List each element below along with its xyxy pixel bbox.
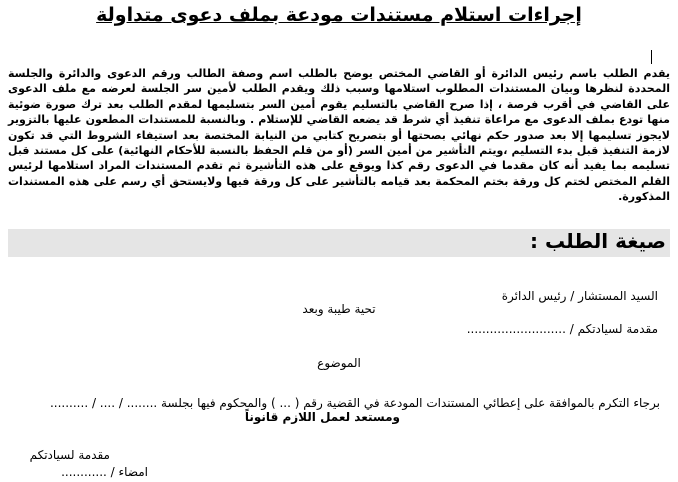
procedure-paragraph: يقدم الطلب باسم رئيس الدائرة أو القاضي المختص يوضح بالطلب اسم وصفة الطالب ورقم الدعوى والدائرة والجلسة المحددة لنظرها وبيان المستندات المطلوب استلامها وسبب ذلك ويقدم الطلب لأمين سر الجلسة لعرضه مع ملف الدعوى على القاضي في أقرب فرصة ، إذا صرح القاضي بالتسليم يقوم أمين السر بتسليمها لمقدم الطلب بعد ترك صورة ضوئية منها تودع بملف الدعوى مع مراعاة تنفيذ أي شرط قد يضعه القاضي للإستلام . وبالنسبة للمستندات المطعون عليها بالتزوير لايجوز تسليمها إلا بعد صدور حكم نهائي بصحتها أو بتصريح كتابي من النيابة المختصة بعد استيفاء الشروط التي قد تكون لازمة التنفيذ قبل بدء التسليم ،ويتم التأشير من أمين السر (أو من قلم الحفظ بالنسبة للأحكام النهائية) على كل مستند قبل تسليمه بما يفيد أنه كان مقدما في الدعوى رقم كذا ويوقع على هذه التأشيرة ثم تقدم المستندات المراد استلامها لرئيس القلم المختص لختم كل ورقة بختم المحكمة بعد قيامه بالتأشير على كل ورقة فيها ولايستحق أي رسم على هذه المستندات المذكورة. bbox=[8, 67, 670, 204]
subject-label: الموضوع bbox=[317, 356, 361, 370]
signature-line: امضاء / ............ bbox=[61, 465, 148, 479]
presented-by-line: مقدمة لسيادتكم / .......................... bbox=[466, 322, 658, 336]
request-line-1: برجاء التكرم بالموافقة على إعطائي المستندات المودعة في القضية رقم ( ... ) والمحكوم فيها بجلسة ........ / .... / .......... bbox=[49, 396, 660, 410]
document-title: إجراءات استلام مستندات مودعة بملف دعوى متداولة bbox=[96, 4, 582, 26]
form-heading: صيغة الطلب : bbox=[529, 229, 666, 253]
greeting-line: تحية طيبة وبعد bbox=[302, 302, 376, 316]
presented-by-short: مقدمة لسيادتكم bbox=[29, 448, 110, 462]
request-line-2: ومستعد لعمل اللازم قانوناً bbox=[244, 410, 400, 424]
text-cursor bbox=[651, 50, 652, 64]
addressee-line: السيد المستشار / رئيس الدائرة bbox=[501, 289, 658, 303]
